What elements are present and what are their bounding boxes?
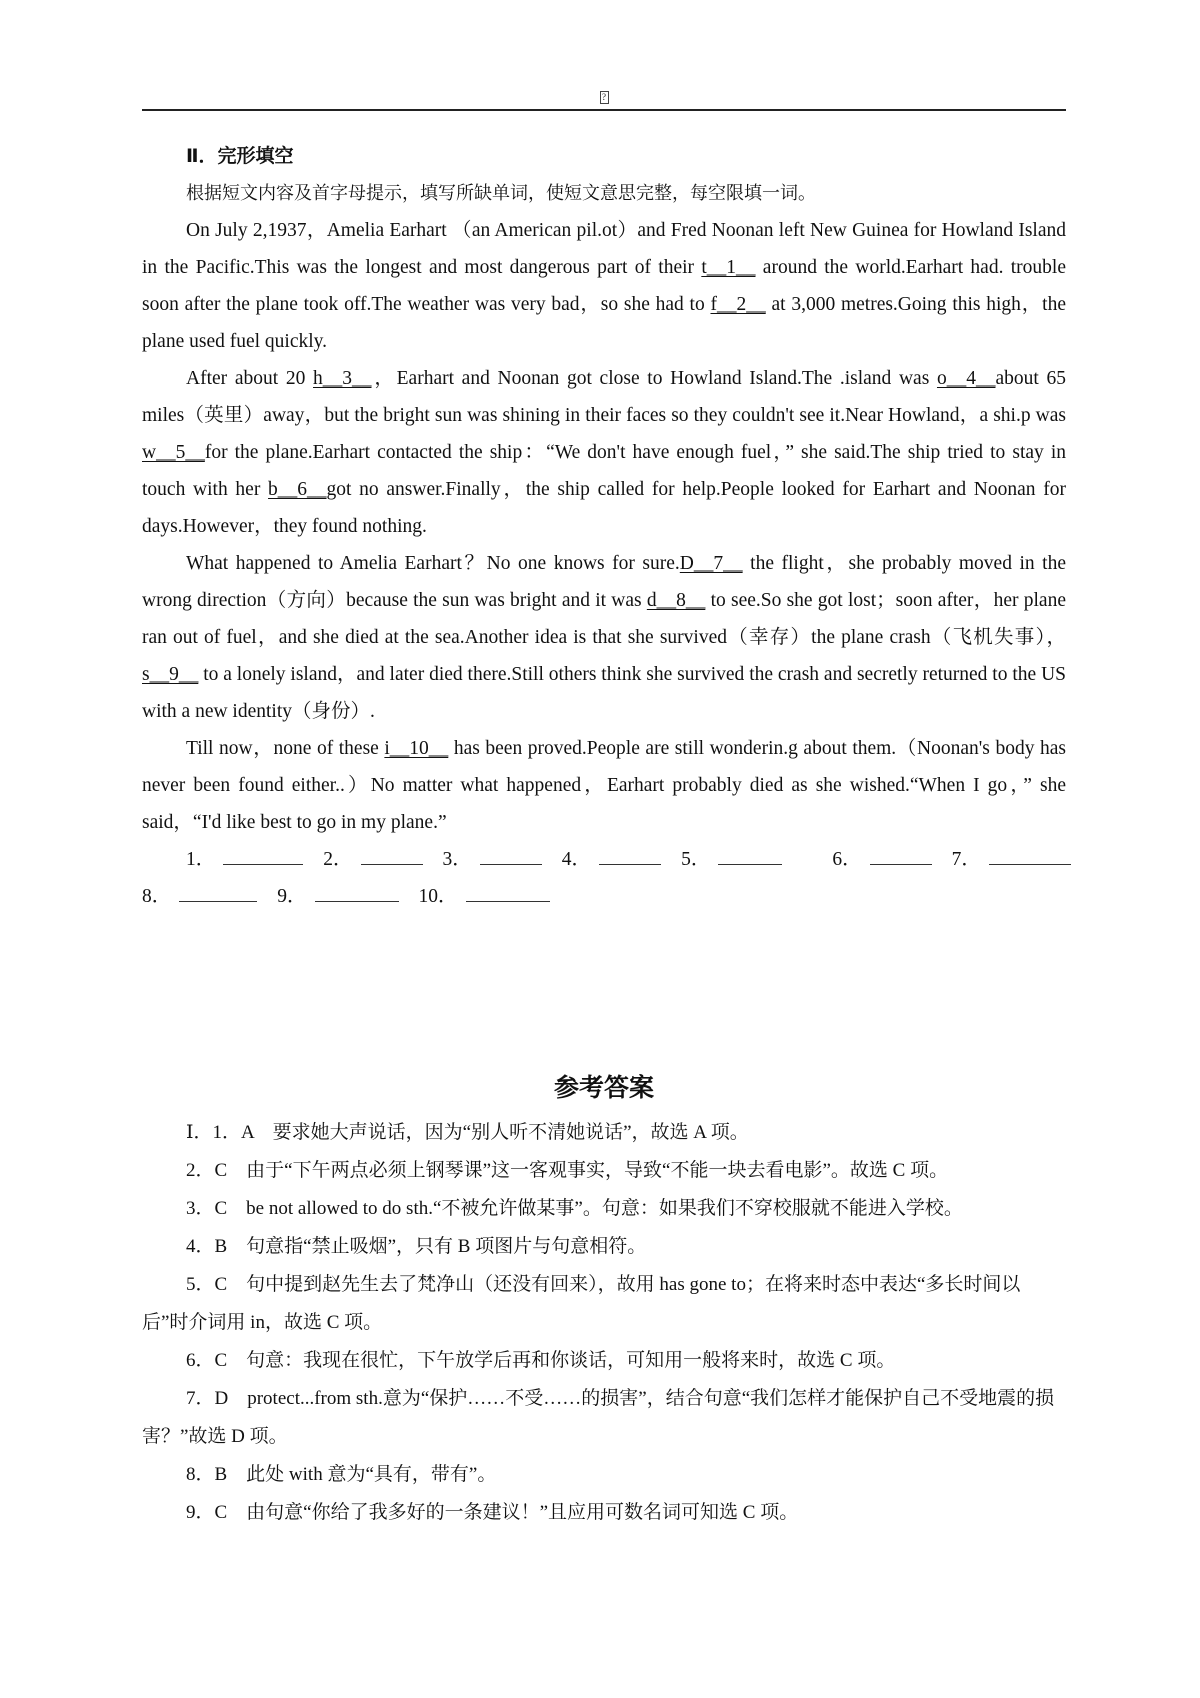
passage-text: for the plane.Earhart contacted the ship：“We don't have enough fuel，” she said.The ship tried to stay in touch with her <box>142 442 1066 500</box>
passage-text: has been proved.People are still wonderin.g about them.（Noonan's body has never been found either..）No matter what happened，Earhart probably died as she wished.“When I go，” she said，“I'd like best to go in my plane.” <box>142 738 1066 833</box>
answer-blank-line[interactable] <box>315 883 399 902</box>
passage-text: What happened to Amelia Earhart？No one knows for sure. <box>186 553 680 574</box>
passage-text: at 3,000 metres.Going this high，the plane used fuel quickly. <box>142 294 1067 352</box>
header-mark <box>142 88 1066 104</box>
passage-paragraph <box>142 730 1066 841</box>
answer-blank[interactable] <box>562 841 661 878</box>
answer-blank-number: 9． <box>277 886 307 907</box>
answer-blank[interactable] <box>832 841 931 878</box>
answer-item: 5．C 句中提到赵先生去了梵净山（还没有回来），故用 has gone to；在将来时态中表达“多长时间以后”时介词用 in，故选 C 项。 <box>142 1274 1021 1333</box>
answer-blanks-row-1 <box>142 841 1066 878</box>
cloze-blank: t__1__ <box>701 257 756 278</box>
answer-blank-line[interactable] <box>870 846 932 865</box>
section-cloze <box>142 138 1066 915</box>
passage-text: After about 20 <box>186 368 314 389</box>
header-glyph: ? <box>600 91 609 104</box>
answer-blank[interactable] <box>186 841 303 878</box>
answer-item: 9．C 由句意“你给了我多好的一条建议！”且应用可数名词可知选 C 项。 <box>186 1502 799 1523</box>
passage-text: On July 2,1937，Amelia Earhart （an American pil.ot）and Fred Noonan left New Guinea for Howland Island in the Pacific.This was the longest and most dangerous part of their <box>142 220 1066 278</box>
answer-blanks-row-2 <box>142 878 1066 915</box>
answer-blank[interactable] <box>142 878 257 915</box>
answer-blank-line[interactable] <box>361 846 423 865</box>
answer-item: 8．B 此处 with 意为“具有，带有”。 <box>186 1464 497 1485</box>
cloze-blank: w__5__ <box>142 442 205 463</box>
answer-key-title: 参考答案 <box>553 1073 654 1102</box>
cloze-blank: o__4__ <box>936 368 996 389</box>
answer-blank-number: 10． <box>418 886 458 907</box>
cloze-blank: b__6__ <box>268 479 327 500</box>
answer-blank-number: 4． <box>561 849 592 870</box>
passage-paragraph <box>142 212 1066 360</box>
answer-item: 6．C 句意：我现在很忙，下午放学后再和你谈话，可知用一般将来时，故选 C 项。 <box>186 1350 896 1371</box>
answer-blank-line[interactable] <box>480 846 542 865</box>
passage-text: the flight，she probably moved in the wrong direction（方向）because the sun was bright and it was <box>142 553 1066 611</box>
cloze-blank: s__9__ <box>142 664 199 685</box>
answer-blank[interactable] <box>681 841 782 878</box>
cloze-blank: d__8__ <box>646 590 706 611</box>
answer-list <box>142 1114 1066 1532</box>
answer-blank[interactable] <box>443 841 542 878</box>
answer-blank-line[interactable] <box>989 846 1071 865</box>
answer-blank-number: 3． <box>442 849 472 870</box>
answer-blank-number: 2． <box>323 849 353 870</box>
answer-blank-number: 7． <box>951 849 981 870</box>
passage-text: ，Earhart and Noonan got close to Howland Island.The .island was <box>371 368 937 389</box>
answer-blank-number: 8． <box>142 886 172 907</box>
answer-item: 2．C 由于“下午两点必须上钢琴课”这一客观事实，导致“不能一块去看电影”。故选 C 项。 <box>186 1160 949 1181</box>
answer-blank-line[interactable] <box>223 846 303 865</box>
header-rule <box>142 109 1066 111</box>
answer-blank-number: 6． <box>832 849 862 870</box>
passage <box>142 212 1066 841</box>
answer-blank[interactable] <box>952 841 1071 878</box>
answer-blank-line[interactable] <box>466 883 550 902</box>
passage-text: Till now，none of these <box>186 738 385 759</box>
answer-blank[interactable] <box>277 878 398 915</box>
passage-text: got no answer.Finally，the ship called for help.People looked for Earhart and Noonan for days.However，they found nothing. <box>142 479 1066 537</box>
answer-blank[interactable] <box>419 878 550 915</box>
cloze-blank: i__10__ <box>384 738 449 759</box>
answer-blank-line[interactable] <box>599 846 661 865</box>
passage-paragraph <box>142 360 1066 545</box>
answer-blank-number: 1． <box>186 849 216 870</box>
cloze-blank: f__2__ <box>710 294 766 315</box>
cloze-blank: D__7__ <box>679 553 743 574</box>
answer-item: 3．C be not allowed to do sth.“不被允许做某事”。句意：如果我们不穿校服就不能进入学校。 <box>186 1198 963 1219</box>
answer-item: 7．D protect...from sth.意为“保护……不受……的损害”，结合句意“我们怎样才能保护自己不受地震的损害？”故选 D 项。 <box>142 1388 1055 1447</box>
section-heading: Ⅱ．完形填空 <box>186 145 294 167</box>
answer-blank-line[interactable] <box>718 846 782 865</box>
passage-text: around the world.Earhart had. trouble soon after the plane took off.The weather was very bad，so she had to <box>142 257 1067 315</box>
answer-item: 4．B 句意指“禁止吸烟”，只有 B 项图片与句意相符。 <box>186 1236 647 1257</box>
passage-paragraph <box>142 545 1066 730</box>
passage-text: to a lonely island，and later died there.Still others think she survived the crash and secretly returned to the US with a new identity（身份）. <box>142 664 1066 722</box>
answer-blank[interactable] <box>323 841 422 878</box>
answer-item: Ⅰ．1．A 要求她大声说话，因为“别人听不清她说话”，故选 A 项。 <box>186 1122 749 1143</box>
cloze-blank: h__3__ <box>313 368 372 389</box>
instruction: 根据短文内容及首字母提示，填写所缺单词，使短文意思完整，每空限填一词。 <box>186 183 816 204</box>
passage-text: to see.So she got lost；soon after，her plane ran out of fuel，and she died at the sea.Another idea is that she survived（幸存）the plane crash（飞机失事）， <box>142 590 1066 648</box>
passage-text: about 65 miles（英里）away，but the bright sun was shining in their faces so they couldn't see it.Near Howland，a shi.p was <box>142 368 1066 426</box>
answer-blank-number: 5． <box>681 849 711 870</box>
answer-blank-line[interactable] <box>179 883 257 902</box>
